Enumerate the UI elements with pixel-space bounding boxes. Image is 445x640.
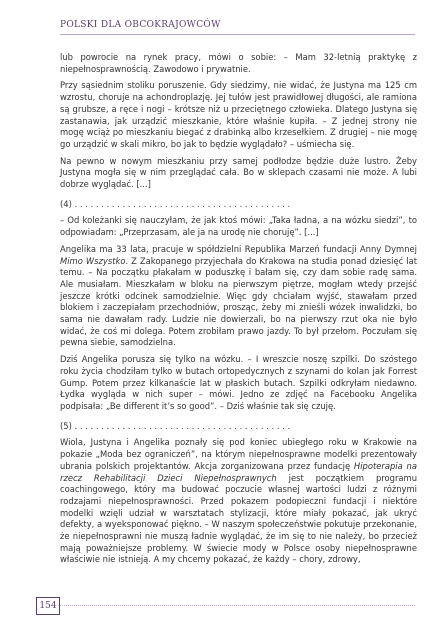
- paragraph-1: lub powrocie na rynek pracy, mówi o sobie: – Mam 32-letnią praktykę z niepełnosprawnością. Zawodowo i prywatnie.: [60, 52, 417, 74]
- page-number: 154: [36, 597, 60, 615]
- paragraph-5-rest: . Z Zakopanego przyjechała do Krakowa na studia ponad dziesięć lat temu. – Na początku płakałam w poduszkę i bałam się, czy dam sobie radę sama. Ale musiałam. Mieszkałam w bloku na pierwszym piętrze, mogłam wtedy przejść jeszcze krótki odcinek samodzielnie. Więc gdy chciałam wyjść, stawałam przed blokiem i zaczepiałam przechodniów, prosząc, żeby mi znieśli wózek inwalidzki, bo sama nie dawałam rady. Ludzie nie dowierzali, bo na pierwszy rzut oka nie było widać, że coś mi dolega. Potem zrobiłam prawo jazdy. To był przełom. Poczułam się pewna siebie, samodzielna.: [60, 255, 417, 348]
- foundation-name-italic: Mimo Wszystko: [60, 255, 126, 266]
- paragraph-5: [60, 244, 417, 349]
- footer-dotted-rule: [60, 605, 415, 606]
- header-rule: [60, 34, 415, 35]
- paragraph-7: [60, 437, 417, 566]
- section-marker-4: (4) . . . . . . . . . . . . . . . . . . . . . . . . . . . . . . . . . . . . . . . . .: [60, 198, 291, 209]
- hipoterapia-name-italic: Hipoterapia na rzecz Rehabilitacji Dzieci Niepełnosprawnych: [60, 460, 417, 483]
- paragraph-7-start: Wiola, Justyna i Angelika poznały się pod koniec ubiegłego roku w Krakowie na pokazie „Moda bez ograniczeń”, na którym niepełnosprawne modelki prezentowały ubrania polskich projektantów. Akcja zorganizowana przez fundację: [60, 437, 417, 471]
- page-body: [60, 52, 417, 571]
- section-marker-5: (5) . . . . . . . . . . . . . . . . . . . . . . . . . . . . . . . . . . . . . . . . .: [60, 420, 291, 431]
- running-header: POLSKI DLA OBCOKRAJOWCÓW: [60, 20, 221, 30]
- paragraph-5-start: Angelika ma 33 lata, pracuje w spółdzielni Republika Marzeń fundacji Anny Dymnej: [60, 243, 417, 254]
- paragraph-3: Na pewno w nowym mieszkaniu przy samej podłodze będzie duże lustro. Żeby Justyna mogła się w nim przeglądać cała. Bo w sklepach czasami nie może. A lubi dobrze wyglądać. [...]: [60, 155, 417, 190]
- paragraph-6: Dziś Angelika porusza się tylko na wózku. – I wreszcie noszę szpilki. Do szóstego roku życia chodziłam tylko w butach ortopedycznych z szynami do kolan jak Forrest Gump. Potem przez kilkanaście lat w płaskich butach. Szpilki odkryłam niedawno. Łydka wygląda w nich super – mówi. Jedno ze zdjęć na Facebooku Angelika podpisała: „Be different it’s so good”. – Dziś właśnie tak się czuję.: [60, 354, 417, 411]
- paragraph-2: Przy sąsiednim stoliku poruszenie. Gdy siedzimy, nie widać, że Justyna ma 125 cm wzrostu, choruje na achondroplazję. Jej tułów jest prawidłowej długości, ale ramiona są grubsze, a ręce i nogi – krótsze niż u przeciętnego człowieka. Dlatego Justyna się zastanawia, jak urządzić mieszkanie, które właśnie kupiła. – Z jednej strony nie mogę wciąż po mieszkaniu biegać z drabinką albo krzesełkiem. Z drugiej – nie mogę go urządzić w skali mikro, bo jak to będzie wyglądało? – uśmiecha się.: [60, 80, 417, 149]
- paragraph-7-rest: jest początkiem programu coachingowego, który ma budować poczucie własnej wartości ludzi z różnymi rodzajami niepełnosprawności. Przed pokazem podopieczni fundacji i niektóre modelki wzięli udział w warsztatach stylizacji, które miały pokazać, jak ukryć defekty, a wyeksponować piękno. – W naszym społeczeństwie pokutuje przekonanie, że niepełnosprawni nie muszą ładnie wyglądać, że im się to nie należy, bo przecież mają poważniejsze problemy. W świecie mody w Polsce osoby niepełnosprawne właściwie nie istnieją. A my chcemy pokazać, że każdy – chory, zdrowy,: [60, 472, 417, 565]
- paragraph-4: – Od koleżanki się nauczyłam, że jak ktoś mówi: „Taka ładna, a na wózku siedzi”, to odpowiadam: „Przeprzasam, ale ja na urodę nie choruję”. [...]: [60, 215, 417, 238]
